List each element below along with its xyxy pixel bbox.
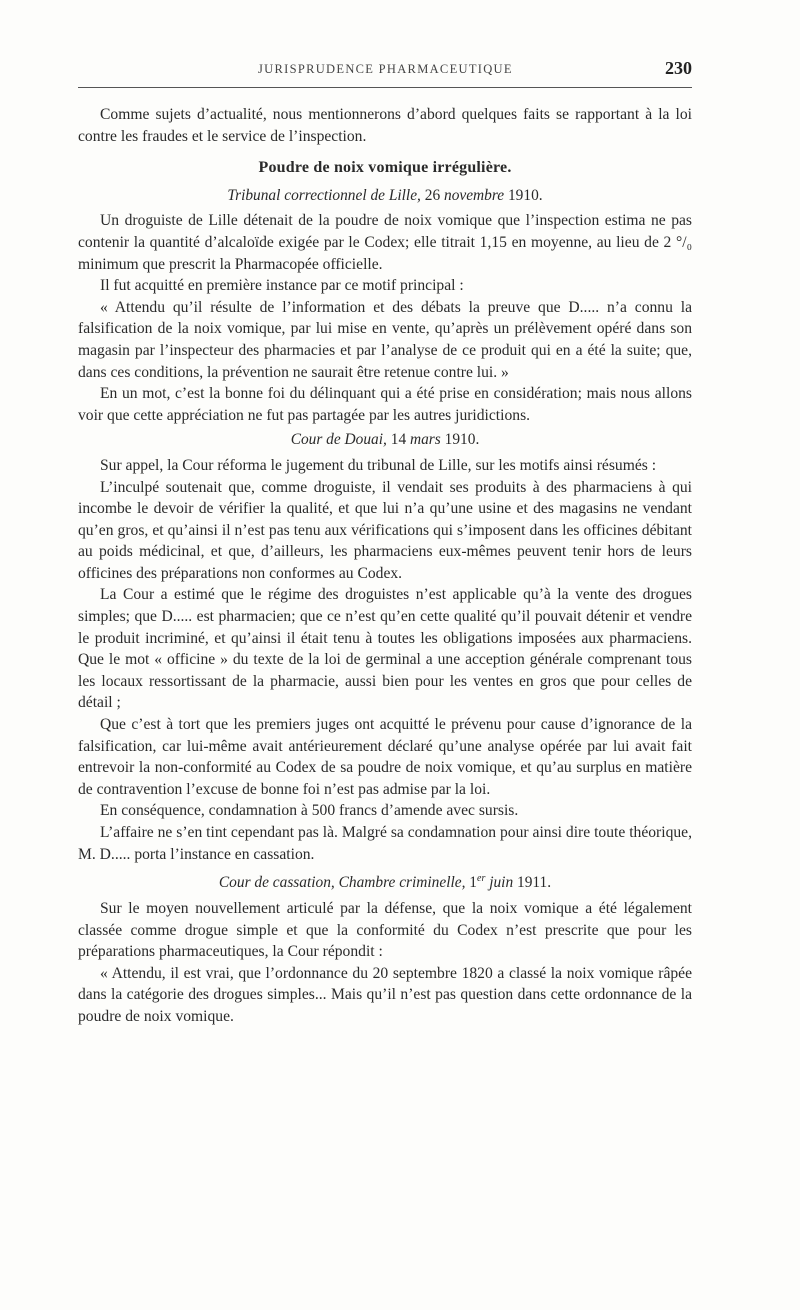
quote-paragraph: « Attendu, il est vrai, que l’ordonnance du 20 septembre 1820 a classé la noix vomique râpée dans la catégorie des drogues simples... Mais qu’il n’est pas question dans cette ordonnance de la poudre de noix vomique.	[78, 964, 692, 1025]
page-number: 230	[665, 58, 692, 78]
quote-paragraph: « Attendu qu’il résulte de l’information et des débats la preuve que D..... n’a connu la falsification de la noix vomique, par lui mise en vente, qu’après un prélèvement opéré dans son magasin par l’inspecteur des pharmacies et par l’analyse de ce produit qui en a été la suite; que, dans ces conditions, la prévention ne saurait être retenue contre lui. »	[78, 298, 692, 381]
court-citation-cassation	[78, 868, 692, 894]
court-date-month: novembre	[444, 186, 505, 204]
running-title: JURISPRUDENCE PHARMACEUTIQUE	[258, 62, 513, 76]
court-name: Cour de cassation, Chambre criminelle,	[218, 874, 466, 892]
paragraph: En un mot, c’est la bonne foi du délinquant qui a été prise en considération; mais nous allons voir que cette appréciation ne fut pas partagée par les autres juridictions.	[78, 385, 692, 424]
court-date-month: juin	[489, 874, 514, 892]
court-name: Tribunal correctionnel de Lille,	[227, 186, 421, 204]
paragraph: Il fut acquitté en première instance par ce motif principal :	[100, 277, 464, 295]
court-date-day: 26	[424, 186, 441, 204]
running-head	[78, 58, 692, 82]
paragraph: L’inculpé soutenait que, comme droguiste, il vendait ses produits à des pharmaciens à qui incombe le devoir de vérifier la qualité, et que lui n’a qu’une usine et des magasins ne vendant qu’en gros, et qu’ainsi il n’est pas tenu aux vérifications qui s’imposent dans les officines débitant au poids médicinal, et que, d’ailleurs, les pharmaciens eux-mêmes peuvent tenir hors de leurs officines des préparations non conformes au Codex.	[78, 478, 692, 582]
paragraph: Un droguiste de Lille détenait de la poudre de noix vomique que l’inspection estima ne pas contenir la quantité d’alcaloïde exigée par le Codex; elle titrait 1,15 en moyenne, au lieu de 2 °/₀ minimum que prescrit la Pharmacopée officielle.	[78, 212, 692, 273]
court-date-year: 1910.	[507, 186, 543, 204]
paragraph: Sur appel, la Cour réforma le jugement du tribunal de Lille, sur les motifs ainsi résumés :	[100, 456, 657, 474]
page-body	[78, 104, 692, 1027]
court-date-day: 14	[390, 431, 407, 449]
court-date-sup: er	[477, 873, 486, 885]
paragraph: Que c’est à tort que les premiers juges ont acquitté le prévenu pour cause d’ignorance de la falsification, car lui-même avait antérieurement déclaré qu’une analyse opérée par lui avait fait entrevoir la non-conformité au Codex de sa poudre de noix vomique, et qu’au surplus en matière de contravention l’excuse de bonne foi n’est pas admise par la loi.	[78, 716, 692, 798]
paragraph: En conséquence, condamnation à 500 francs d’amende avec sursis.	[100, 802, 519, 820]
court-date-month: mars	[410, 431, 441, 449]
court-citation-lille	[78, 185, 692, 207]
court-date-year: 1910.	[444, 431, 480, 449]
court-date-day: 1	[469, 874, 477, 892]
court-name: Cour de Douai,	[290, 431, 387, 449]
header-rule	[78, 87, 692, 88]
paragraph: La Cour a estimé que le régime des droguistes n’est applicable qu’à la vente des drogues simples; que D..... est pharmacien; que ce n’est qu’en cette qualité qu’il pouvait détenir et vendre le produit incriminé, et qu’ainsi il était tenu à toutes les obligations imposées aux pharmaciens. Que le mot « officine » du texte de la loi de germinal a une acception générale comprenant tous les locaux ressortissant de la pharmacie, aussi bien pour les ventes en gros que pour celles de détail ;	[78, 586, 692, 712]
court-date-year: 1911.	[517, 874, 552, 892]
intro-paragraph: Comme sujets d’actualité, nous mentionnerons d’abord quelques faits se rapportant à la loi contre les fraudes et le service de l’inspection.	[78, 106, 692, 145]
paragraph: Sur le moyen nouvellement articulé par la défense, que la noix vomique a été légalement classée comme drogue simple et que la conformité du Codex n’est prescrite que pour les préparations pharmaceutiques, la Cour répondit :	[78, 899, 692, 961]
court-citation-douai	[78, 429, 692, 451]
paragraph: L’affaire ne s’en tint cependant pas là. Malgré sa condamnation pour ainsi dire toute théorique, M. D..... porta l’instance en cassation.	[78, 824, 692, 863]
section-heading: Poudre de noix vomique irrégulière.	[258, 159, 512, 177]
